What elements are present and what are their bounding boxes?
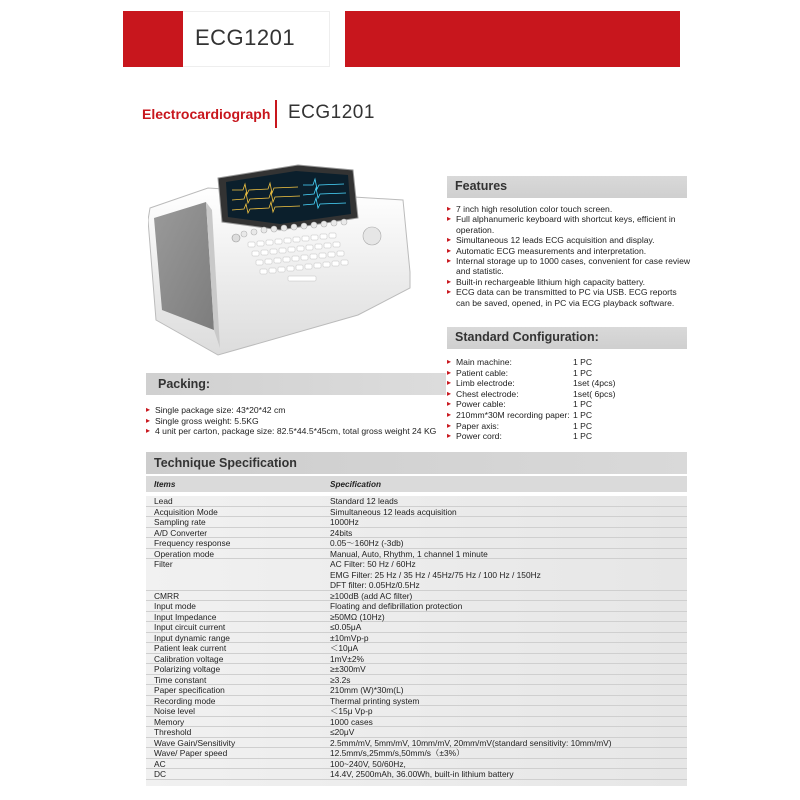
spec-row bbox=[146, 633, 687, 644]
spec-item: Threshold bbox=[154, 727, 192, 737]
config-item-name: 210mm*30M recording paper: bbox=[456, 409, 570, 420]
spec-row bbox=[146, 570, 687, 581]
config-item-qty: 1 PC bbox=[573, 357, 593, 367]
spec-row bbox=[146, 738, 687, 749]
subheader-model: ECG1201 bbox=[288, 102, 375, 123]
standard-config-header bbox=[447, 327, 687, 349]
spec-value: DFT filter: 0.05Hz/0.5Hz bbox=[330, 580, 420, 590]
feature-item: ▸ Internal storage up to 1000 cases, convenient for case review and statistic. bbox=[447, 256, 692, 277]
spec-item: Operation mode bbox=[154, 548, 215, 559]
spec-row bbox=[146, 622, 687, 633]
spec-row bbox=[146, 517, 687, 528]
config-item bbox=[447, 410, 687, 421]
config-item-name: Power cord: bbox=[456, 431, 502, 442]
spec-value: Thermal printing system bbox=[330, 695, 420, 706]
spec-item: Lead bbox=[154, 496, 173, 506]
spec-row bbox=[146, 643, 687, 654]
packing-item: ▸ Single package size: 43*20*42 cm bbox=[146, 405, 446, 416]
config-item bbox=[447, 357, 687, 368]
column-specification: Specification bbox=[330, 480, 381, 489]
spec-row bbox=[146, 549, 687, 560]
spec-value: Standard 12 leads bbox=[330, 496, 398, 506]
config-item-name: Limb electrode: bbox=[456, 378, 515, 389]
spec-value: ≤20μV bbox=[330, 727, 355, 737]
spec-row bbox=[146, 706, 687, 717]
standard-config-list bbox=[447, 357, 687, 442]
spec-item: Paper specification bbox=[154, 685, 225, 695]
spec-item: Patient leak current bbox=[154, 643, 227, 653]
spec-value: ≥50MΩ (10Hz) bbox=[330, 611, 385, 622]
category-label: Electrocardiograph bbox=[142, 106, 271, 122]
spec-row bbox=[146, 769, 687, 780]
packing-list bbox=[146, 405, 446, 437]
config-item-qty: 1 PC bbox=[573, 367, 593, 378]
column-items: Items bbox=[154, 480, 176, 489]
features-header bbox=[447, 176, 687, 198]
config-item-name: Chest electrode: bbox=[456, 388, 519, 399]
config-item-name: Paper axis: bbox=[456, 420, 499, 431]
config-item-name: Patient cable: bbox=[456, 367, 509, 378]
spec-row bbox=[146, 612, 687, 623]
feature-item: ▸ Automatic ECG measurements and interpretation. bbox=[447, 246, 692, 256]
spec-value: 1mV±2% bbox=[330, 653, 364, 664]
config-item-qty: 1 PC bbox=[573, 409, 593, 420]
spec-value: ≥100dB (add AC filter) bbox=[330, 590, 413, 601]
spec-item: Wave Gain/Sensitivity bbox=[154, 737, 236, 748]
spec-value: ≤0.05μA bbox=[330, 622, 362, 632]
spec-item: CMRR bbox=[154, 590, 180, 601]
spec-item: Polarizing voltage bbox=[154, 664, 221, 674]
spec-value: AC Filter: 50 Hz / 60Hz bbox=[330, 559, 416, 569]
header-banner-left bbox=[123, 11, 330, 67]
spec-row bbox=[146, 685, 687, 696]
spec-item: Input Impedance bbox=[154, 611, 217, 622]
spec-item: A/D Converter bbox=[154, 527, 208, 538]
config-item-name: Power cable: bbox=[456, 399, 506, 410]
spec-row bbox=[146, 675, 687, 686]
spec-value: ＜10μA bbox=[330, 643, 359, 653]
config-item bbox=[447, 421, 687, 432]
spec-value: 100~240V, 50/60Hz, bbox=[330, 758, 406, 769]
spec-value: 24bits bbox=[330, 527, 353, 538]
config-item-qty: 1set (4pcs) bbox=[573, 378, 616, 389]
header-model-title: ECG1201 bbox=[195, 25, 296, 50]
spec-value: Simultaneous 12 leads acquisition bbox=[330, 506, 457, 517]
spec-item: DC bbox=[154, 769, 167, 779]
spec-row bbox=[146, 664, 687, 675]
feature-item: ▸ Full alphanumeric keyboard with shortcut keys, efficient in operation. bbox=[447, 214, 692, 235]
spec-item: Sampling rate bbox=[154, 517, 206, 527]
spec-row bbox=[146, 591, 687, 602]
spec-value: 210mm (W)*30m(L) bbox=[330, 685, 404, 695]
feature-item: ▸ ECG data can be transmitted to PC via USB. ECG reports can be saved, opened, in PC via ECG playback software. bbox=[447, 287, 692, 308]
packing-title: Packing: bbox=[158, 377, 211, 391]
feature-item: ▸ Built-in rechargeable lithium high capacity battery. bbox=[447, 277, 692, 287]
technique-column-headers bbox=[146, 476, 687, 492]
spec-row bbox=[146, 580, 687, 591]
spec-item: Calibration voltage bbox=[154, 653, 224, 664]
config-item bbox=[447, 431, 687, 442]
spec-value: ≥±300mV bbox=[330, 664, 366, 674]
packing-item: ▸ 4 unit per carton, package size: 82.5*44.5*45cm, total gross weight 24 KG bbox=[146, 426, 446, 437]
technique-title: Technique Specification bbox=[154, 456, 297, 470]
spec-value: ≥3.2s bbox=[330, 674, 351, 685]
config-item bbox=[447, 399, 687, 410]
spec-row bbox=[146, 748, 687, 759]
spec-value: ＜15μ Vp-p bbox=[330, 706, 373, 716]
spec-item: Acquisition Mode bbox=[154, 506, 218, 517]
spec-row bbox=[146, 696, 687, 707]
spec-value: 14.4V, 2500mAh, 36.00Wh, built-in lithium battery bbox=[330, 769, 514, 779]
config-item bbox=[447, 378, 687, 389]
config-item-qty: 1 PC bbox=[573, 431, 593, 442]
spec-row bbox=[146, 507, 687, 518]
spec-item: Wave/ Paper speed bbox=[154, 748, 228, 758]
spec-value: 1000Hz bbox=[330, 517, 359, 527]
spec-row bbox=[146, 759, 687, 770]
spec-value: 1000 cases bbox=[330, 716, 373, 727]
spec-value: 12.5mm/s,25mm/s,50mm/s（±3%） bbox=[330, 748, 465, 758]
feature-item: ▸ Simultaneous 12 leads ECG acquisition and display. bbox=[447, 235, 692, 245]
spec-item: Recording mode bbox=[154, 695, 216, 706]
config-item bbox=[447, 368, 687, 379]
spec-value: ±10mVp-p bbox=[330, 632, 369, 643]
spec-row bbox=[146, 538, 687, 549]
spec-value: Manual, Auto, Rhythm, 1 channel 1 minute bbox=[330, 548, 488, 559]
red-strip bbox=[123, 11, 183, 67]
spec-row bbox=[146, 601, 687, 612]
spec-row bbox=[146, 654, 687, 665]
spec-row bbox=[146, 528, 687, 539]
spec-value: 2.5mm/mV, 5mm/mV, 10mm/mV, 20mm/mV(standard sensitivity: 10mm/mV) bbox=[330, 737, 612, 748]
spec-item: AC bbox=[154, 758, 166, 769]
config-item bbox=[447, 389, 687, 400]
feature-item: ▸ 7 inch high resolution color touch screen. bbox=[447, 204, 692, 214]
spec-item: Input circuit current bbox=[154, 622, 226, 632]
config-item-qty: 1 PC bbox=[573, 399, 593, 410]
spec-table bbox=[146, 496, 687, 786]
spec-row bbox=[146, 559, 687, 570]
spec-value: Floating and defibrillation protection bbox=[330, 601, 463, 611]
config-item-qty: 1set( 6pcs) bbox=[573, 388, 616, 399]
spec-item: Filter bbox=[154, 559, 173, 569]
spec-item: Noise level bbox=[154, 706, 195, 716]
technique-header bbox=[146, 452, 687, 474]
spec-value: EMG Filter: 25 Hz / 35 Hz / 45Hz/75 Hz / 100 Hz / 150Hz bbox=[330, 569, 541, 580]
standard-config-title: Standard Configuration: bbox=[455, 330, 599, 344]
header-banner-right bbox=[345, 11, 680, 67]
spec-item: Memory bbox=[154, 716, 185, 727]
spec-row bbox=[146, 496, 687, 507]
packing-item: ▸ Single gross weight: 5.5KG bbox=[146, 416, 446, 427]
config-item-qty: 1 PC bbox=[573, 420, 593, 431]
spec-item: Input dynamic range bbox=[154, 632, 230, 643]
packing-header bbox=[146, 373, 446, 395]
spec-item: Time constant bbox=[154, 674, 207, 685]
ecg-device-image bbox=[148, 160, 418, 360]
spec-item: Input mode bbox=[154, 601, 196, 611]
spec-row bbox=[146, 727, 687, 738]
features-list bbox=[447, 204, 692, 308]
features-title: Features bbox=[455, 179, 508, 193]
spec-value: 0.05～160Hz (-3db) bbox=[330, 538, 404, 548]
spec-row bbox=[146, 717, 687, 728]
spec-item: Frequency response bbox=[154, 538, 231, 548]
config-item-name: Main machine: bbox=[456, 357, 512, 367]
subheader-divider bbox=[275, 100, 277, 128]
